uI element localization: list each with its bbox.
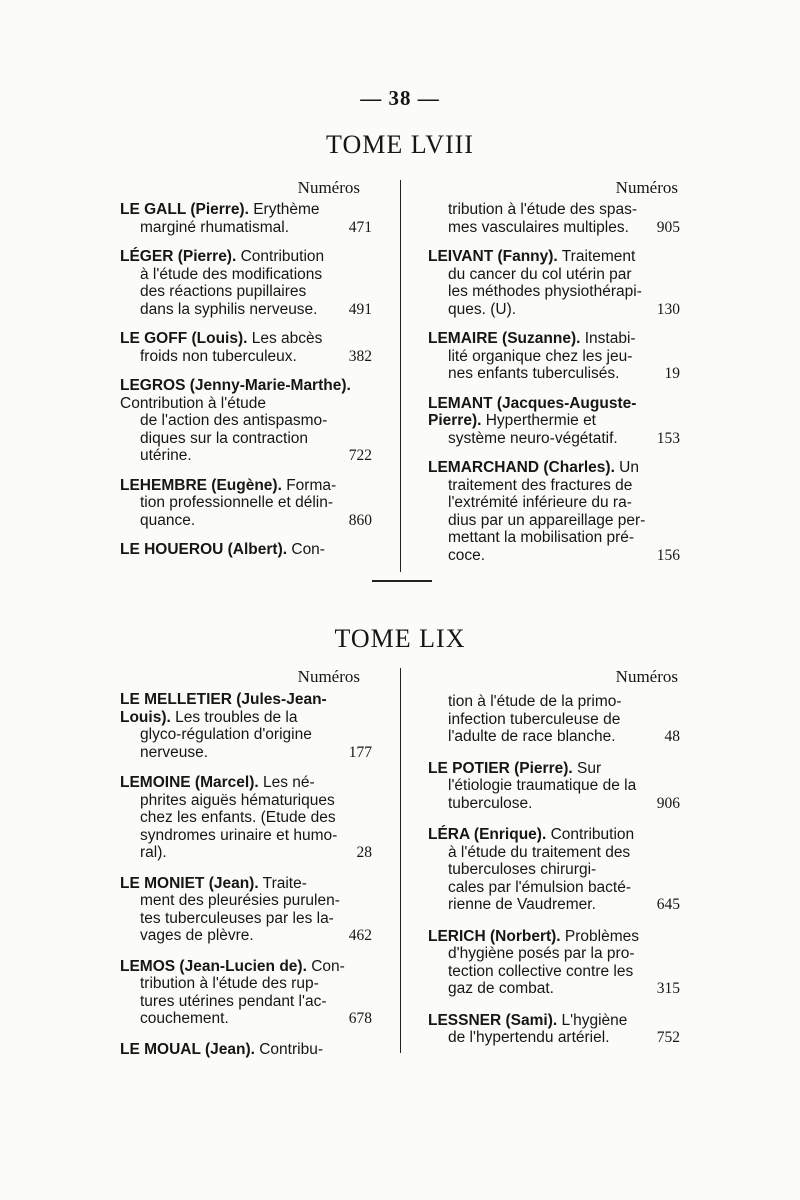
entry-text: Problèmes: [560, 927, 640, 945]
index-entry: [428, 693, 680, 746]
entry-text: L'hygiène: [557, 1011, 628, 1029]
index-entry: [120, 541, 372, 559]
left-column: [120, 691, 372, 1071]
entry-number: 156: [656, 546, 680, 564]
entry-text: quance.: [140, 511, 196, 529]
author-name: LÉRA (Enrique).: [428, 826, 547, 843]
entry-text: Hyperthermie et: [481, 412, 596, 429]
entry-text: l'adulte de race blanche.: [448, 728, 616, 745]
section-title: TOME LVIII: [326, 130, 474, 159]
entry-number: 177: [348, 743, 372, 761]
entry-number: 678: [348, 1010, 372, 1027]
index-entry: [428, 395, 680, 448]
index-entry: [120, 691, 372, 761]
entry-text: mes vasculaires multiples.: [448, 218, 629, 236]
page-number: — 38 —: [360, 86, 440, 110]
column-header: Numéros: [297, 667, 360, 686]
entry-text: rienne de Vaudremer.: [448, 896, 596, 913]
entry-text: cales par l'émulsion bacté-: [448, 878, 632, 896]
author-name: LERICH (Norbert).: [428, 927, 561, 945]
author-name: LEHEMBRE (Eugène).: [120, 476, 282, 494]
entry-text: des réactions pupillaires: [140, 283, 307, 300]
entry-text: tures utérines pendant l'ac-: [140, 992, 327, 1010]
entry-text: mettant la mobilisation pré-: [448, 529, 635, 546]
entry-text: Erythème: [248, 201, 320, 218]
column-divider: [400, 180, 401, 572]
entry-number: 491: [348, 300, 372, 318]
column-divider: [400, 668, 401, 1053]
entry-number: 48: [664, 728, 680, 745]
entry-text: tion à l'étude de la primo-: [448, 693, 622, 710]
entry-text: Contribu-: [254, 1040, 323, 1058]
entry-text: couchement.: [140, 1010, 229, 1027]
entry-text: tion professionnelle et délin-: [140, 494, 334, 511]
index-entry: [428, 928, 680, 998]
section-title: TOME LIX: [334, 624, 466, 653]
index-entry: [428, 760, 680, 813]
entry-number: 905: [656, 218, 680, 236]
index-entry: [120, 774, 372, 862]
entry-text: système neuro-végétatif.: [448, 429, 618, 447]
entry-text: du cancer du col utérin par: [448, 265, 632, 283]
entry-text: tribution à l'étude des spas-: [448, 201, 638, 218]
entry-text: lité organique chez les jeu-: [448, 347, 633, 365]
column-header: Numéros: [615, 178, 678, 197]
author-name: LEMARCHAND (Charles).: [428, 459, 615, 476]
entry-text: tection collective contre les: [448, 962, 634, 980]
entry-text: Traite-: [258, 874, 307, 892]
entry-text: Con-: [306, 957, 345, 975]
entry-number: 462: [348, 927, 372, 944]
author-name: LESSNER (Sami).: [428, 1011, 558, 1029]
index-entry: [120, 477, 372, 530]
entry-number: 471: [348, 218, 372, 236]
author-name: LE MOUAL (Jean).: [120, 1040, 255, 1058]
entry-text: l'étiologie traumatique de la: [448, 777, 637, 794]
entry-text: nerveuse.: [140, 743, 209, 761]
column-header: Numéros: [615, 667, 678, 686]
entry-text: l'extrémité inférieure du ra-: [448, 494, 632, 511]
index-entry: [120, 201, 372, 236]
author-name: LEIVANT (Fanny).: [428, 248, 558, 265]
index-entry: [428, 201, 680, 236]
entry-text: les méthodes physiothérapi-: [448, 283, 642, 300]
author-name: LÉGER (Pierre).: [120, 248, 237, 265]
entry-text: dans la syphilis nerveuse.: [140, 300, 318, 318]
entry-number: 130: [656, 300, 680, 318]
index-entry: [120, 875, 372, 945]
entry-number: 153: [656, 429, 680, 447]
entry-text: ment des pleurésies purulen-: [140, 892, 340, 909]
right-column: [428, 201, 680, 576]
entry-text: tribution à l'étude des rup-: [140, 975, 319, 992]
entry-text: de l'hypertendu artériel.: [448, 1029, 610, 1046]
author-name: LE MELLETIER (Jules-Jean-Louis).: [120, 691, 327, 726]
entry-number: 722: [348, 447, 372, 464]
entry-number: 315: [656, 980, 680, 997]
author-name: LEMOINE (Marcel).: [120, 774, 259, 791]
index-entry: [120, 330, 372, 365]
entry-text: Forma-: [281, 476, 337, 494]
author-name: LE GOFF (Louis).: [120, 330, 248, 347]
entry-text: Contribution à l'étude: [120, 394, 267, 412]
entry-text: coce.: [448, 546, 486, 564]
entry-text: tes tuberculeuses par les la-: [140, 909, 334, 927]
author-name: LEMAIRE (Suzanne).: [428, 330, 581, 347]
entry-text: traitement des fractures de: [448, 476, 633, 494]
entry-number: 645: [656, 896, 680, 913]
index-entry: [428, 826, 680, 914]
entry-text: de l'action des antispasmo-: [140, 412, 328, 429]
entry-number: 28: [356, 844, 372, 861]
entry-text: utérine.: [140, 447, 192, 464]
left-column: [120, 201, 372, 571]
entry-text: gaz de combat.: [448, 980, 554, 997]
entry-text: Les abcès: [247, 330, 323, 347]
entry-text: marginé rhumatismal.: [140, 218, 290, 236]
entry-text: chez les enfants. (Etude des: [140, 809, 336, 826]
entry-number: 752: [656, 1029, 680, 1046]
index-entry: [428, 1012, 680, 1047]
entry-text: Contribution: [236, 248, 325, 265]
entry-text: glyco-régulation d'origine: [140, 726, 312, 743]
index-entry: [120, 1041, 372, 1059]
entry-text: ral).: [140, 844, 167, 861]
entry-text: Con-: [287, 541, 325, 558]
index-entry: [428, 330, 680, 383]
author-name: LEMANT (Jacques-Auguste-Pierre).: [428, 394, 637, 429]
index-entry: [428, 248, 680, 318]
author-name: LE MONIET (Jean).: [120, 874, 259, 892]
entry-text: vages de plèvre.: [140, 927, 254, 944]
entry-text: Les troubles de la: [170, 708, 298, 726]
author-name: LEMOS (Jean-Lucien de).: [120, 957, 307, 975]
entry-text: Sur: [572, 759, 602, 777]
entry-text: Traitement: [557, 248, 636, 265]
entry-text: syndromes urinaire et humo-: [140, 826, 338, 844]
entry-text: ques. (U).: [448, 300, 517, 318]
entry-text: Contribution: [546, 826, 635, 843]
entry-text: Un: [614, 459, 639, 476]
index-entry: [428, 459, 680, 564]
index-entry: [120, 958, 372, 1028]
entry-text: à l'étude du traitement des: [448, 843, 631, 861]
author-name: LE GALL (Pierre).: [120, 201, 249, 218]
entry-text: phrites aiguës hématuriques: [140, 791, 335, 809]
entry-number: 860: [348, 511, 372, 529]
entry-text: à l'étude des modifications: [140, 265, 323, 283]
index-entry: [120, 248, 372, 318]
entry-number: 906: [656, 794, 680, 812]
entry-text: dius par un appareillage per-: [448, 511, 646, 529]
entry-text: tuberculoses chirurgi-: [448, 861, 597, 878]
entry-number: 382: [348, 347, 372, 365]
entry-text: infection tuberculeuse de: [448, 710, 621, 728]
entry-text: tuberculose.: [448, 794, 533, 812]
section-divider: [372, 580, 432, 582]
entry-number: 19: [664, 365, 680, 382]
author-name: LE POTIER (Pierre).: [428, 759, 573, 777]
entry-text: nes enfants tuberculisés.: [448, 365, 620, 382]
entry-text: Instabi-: [580, 330, 636, 347]
author-name: LEGROS (Jenny-Marie-Marthe).: [120, 377, 351, 394]
index-entry: [120, 377, 372, 465]
entry-text: Les né-: [258, 774, 315, 791]
right-column: [428, 693, 680, 1061]
author-name: LE HOUEROU (Albert).: [120, 541, 288, 558]
entry-text: diques sur la contraction: [140, 429, 309, 447]
column-header: Numéros: [297, 178, 360, 197]
entry-text: d'hygiène posés par la pro-: [448, 945, 635, 962]
entry-text: froids non tuberculeux.: [140, 347, 297, 365]
